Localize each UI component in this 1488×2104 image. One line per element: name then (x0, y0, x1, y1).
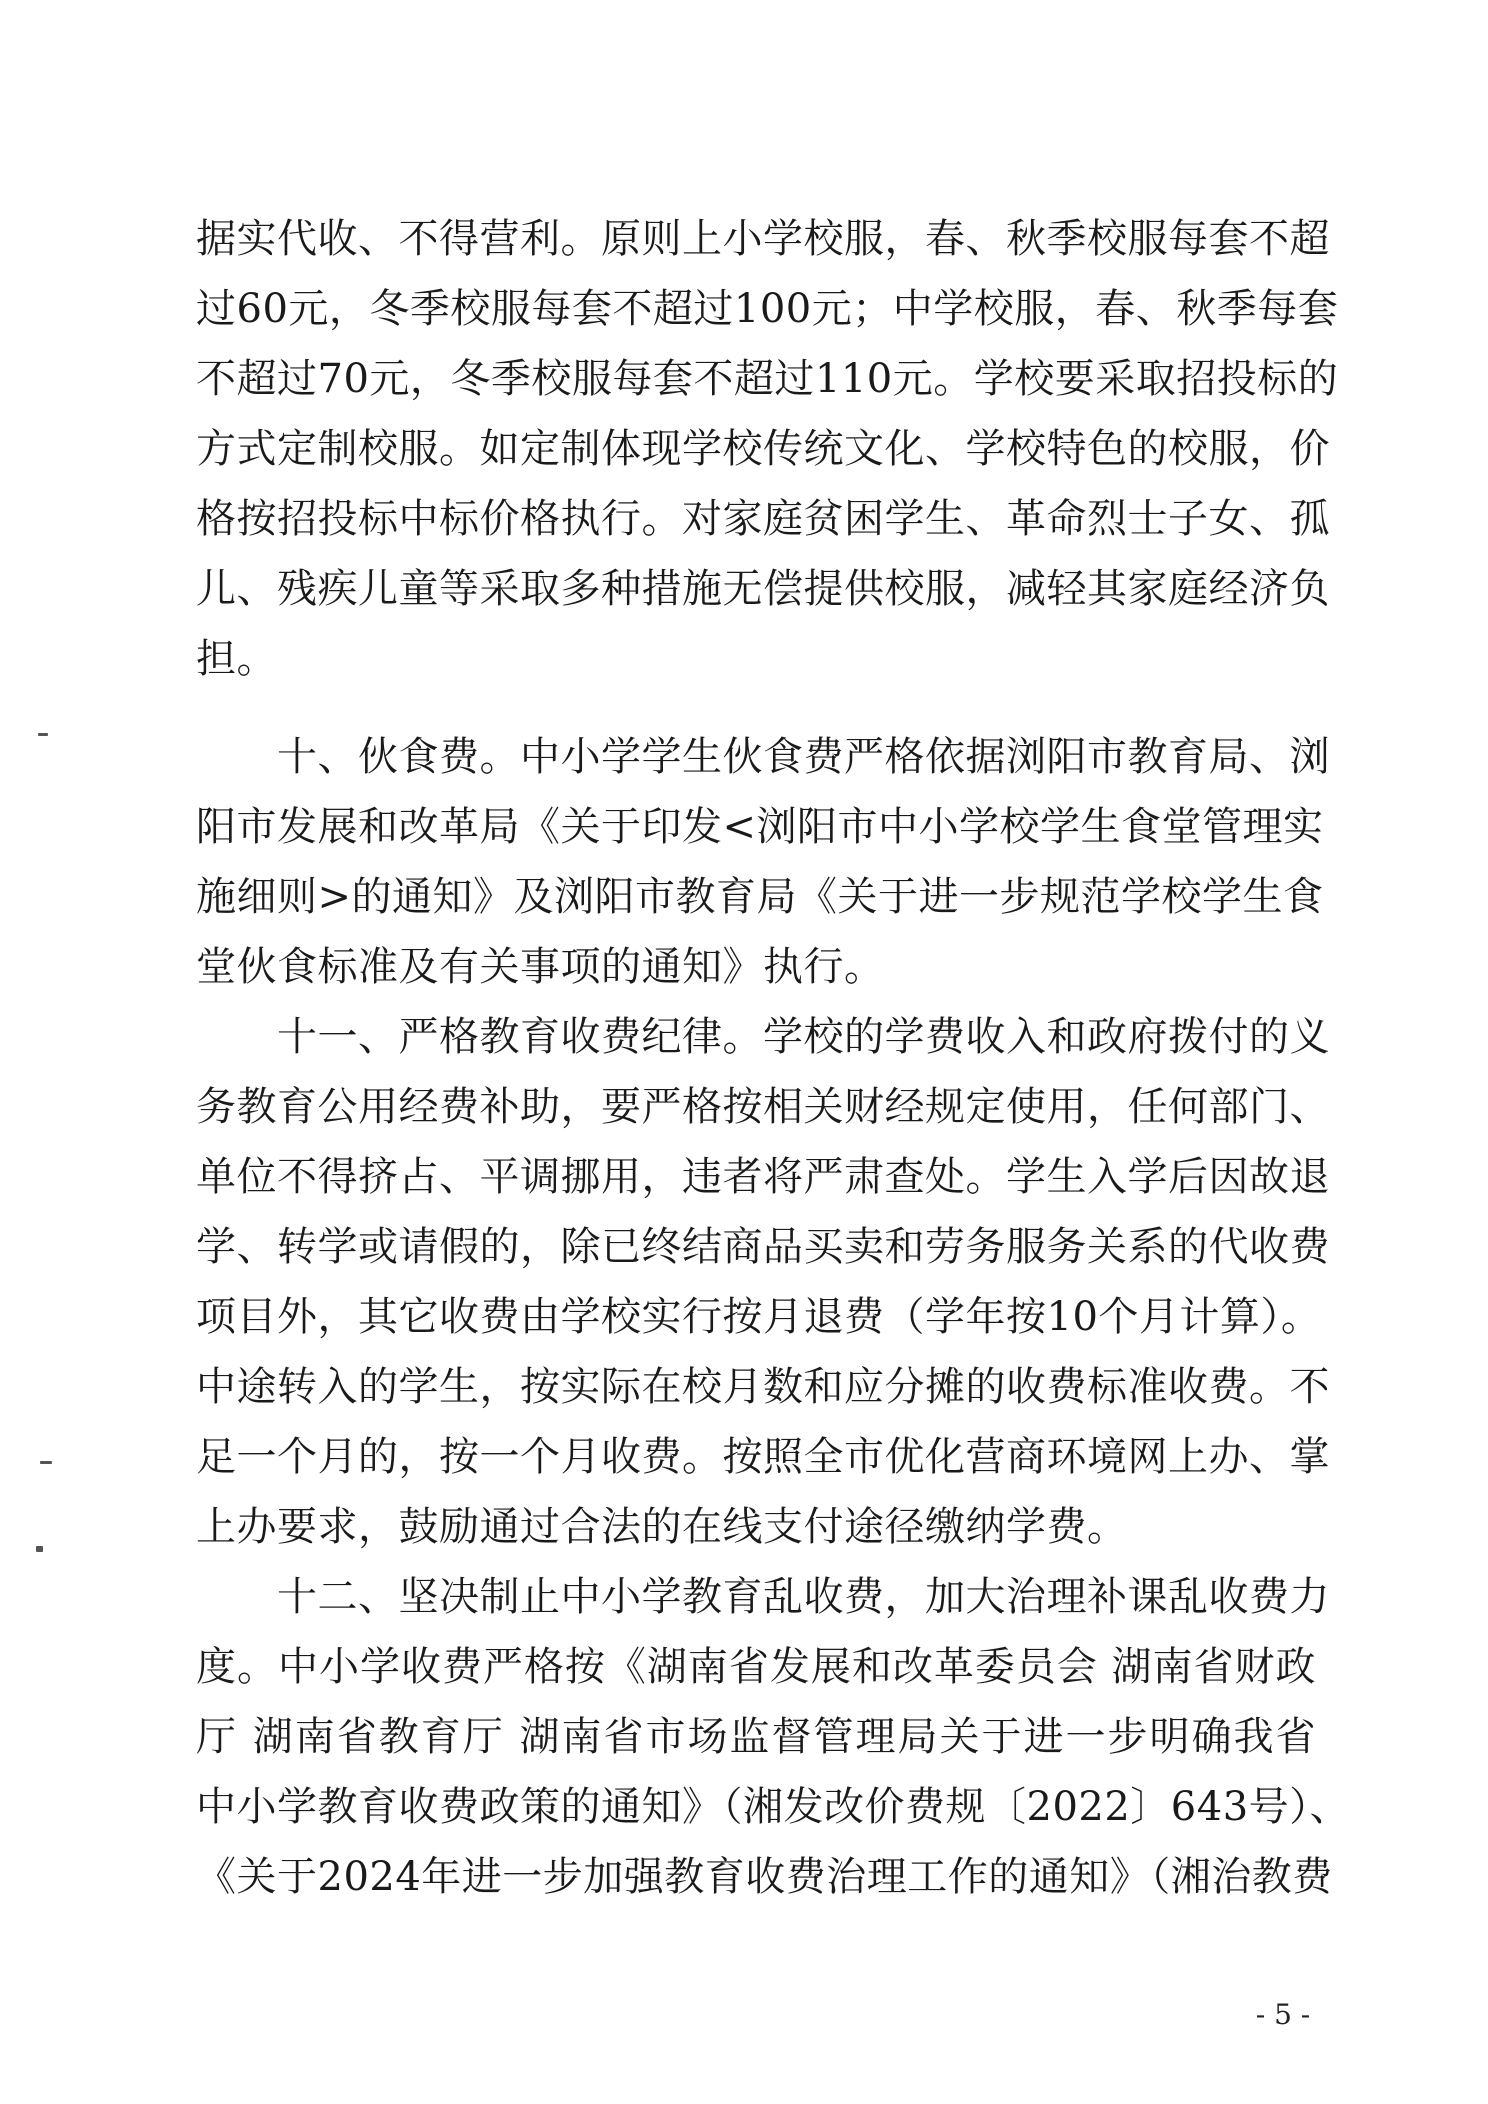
text-line: 方式定制校服。如定制体现学校传统文化、学校特色的校服，价 (196, 426, 1330, 472)
text-line: 务教育公用经费补助，要严格按相关财经规定使用，任何部门、 (196, 1084, 1330, 1130)
document-body (196, 204, 1351, 1912)
text-line: 格按招投标中标价格执行。对家庭贫困学生、革命烈士子女、孤 (196, 496, 1330, 542)
text-line: 中途转入的学生，按实际在校月数和应分摊的收费标准收费。不 (196, 1364, 1330, 1410)
text-line: 担。 (196, 636, 277, 682)
scan-speck (38, 733, 48, 736)
paragraph-12-start: 十二、坚决制止中小学教育乱收费，加大治理补课乱收费力 (196, 1574, 1330, 1620)
text-line: 度。中小学收费严格按《湖南省发展和改革委员会 湖南省财政 (196, 1644, 1316, 1690)
text-line: 《关于2024年进一步加强教育收费治理工作的通知》（湘治教费 (196, 1854, 1333, 1900)
text-line: 项目外，其它收费由学校实行按月退费（学年按10个月计算）。 (196, 1294, 1322, 1340)
page-number: - 5 - (1255, 1998, 1311, 2031)
text-line: 不超过70元，冬季校服每套不超过110元。学校要采取招投标的 (196, 356, 1339, 402)
text-line: 足一个月的，按一个月收费。按照全市优化营商环境网上办、掌 (196, 1434, 1330, 1480)
scan-speck (40, 1461, 52, 1464)
scan-speck (36, 1546, 43, 1552)
text-line: 上办要求，鼓励通过合法的在线支付途径缴纳学费。 (196, 1504, 1128, 1550)
text-line: 厅 湖南省教育厅 湖南省市场监督管理局关于进一步明确我省 (196, 1714, 1316, 1760)
text-line: 学、转学或请假的，除已终结商品买卖和劳务服务关系的代收费 (196, 1224, 1330, 1270)
text-line: 过60元，冬季校服每套不超过100元；中学校服，春、秋季每套 (196, 286, 1339, 332)
text-line: 儿、残疾儿童等采取多种措施无偿提供校服，减轻其家庭经济负 (196, 566, 1330, 612)
text-line: 堂伙食标准及有关事项的通知》执行。 (196, 944, 885, 990)
text-line: 施细则>的通知》及浏阳市教育局《关于进一步规范学校学生食 (196, 874, 1324, 920)
text-line: 中小学教育收费政策的通知》（湘发改价费规〔2022〕643号）、 (196, 1784, 1351, 1830)
text-line: 阳市发展和改革局《关于印发<浏阳市中小学校学生食堂管理实 (196, 804, 1324, 850)
text-line: 单位不得挤占、平调挪用，违者将严肃查处。学生入学后因故退 (196, 1154, 1330, 1200)
text-line: 据实代收、不得营利。原则上小学校服，春、秋季校服每套不超 (196, 216, 1330, 262)
paragraph-11-start: 十一、严格教育收费纪律。学校的学费收入和政府拨付的义 (196, 1014, 1330, 1060)
paragraph-10-start: 十、伙食费。中小学学生伙食费严格依据浏阳市教育局、浏 (196, 734, 1330, 780)
